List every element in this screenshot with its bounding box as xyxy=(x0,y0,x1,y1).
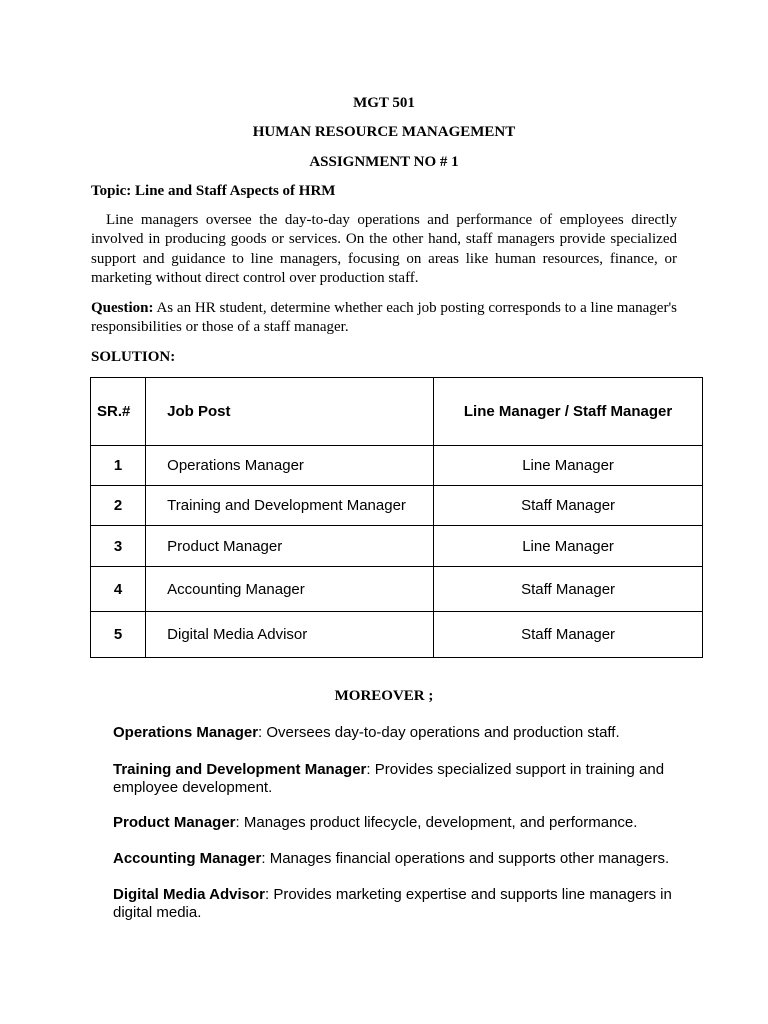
intro-text: Line managers oversee the day-to-day operations and performance of employees directly involved in producing goods or services. On the other hand, staff managers provide specialized support and guidance to line managers, focusing on areas like human resources, finance, or marketing without direct control over production staff. xyxy=(91,212,678,286)
topic-heading: Topic: Line and Staff Aspects of HRM xyxy=(91,183,336,199)
note-term: Product Manager xyxy=(113,814,236,831)
table-row xyxy=(91,526,703,567)
note-desc: : Manages product lifecycle, development, and performance. xyxy=(235,814,638,831)
row-sr: 5 xyxy=(91,612,146,658)
course-code: MGT 501 xyxy=(353,95,415,111)
row-manager-type: Line Manager xyxy=(434,446,703,486)
row-sr: 1 xyxy=(91,446,146,486)
row-manager-type: Staff Manager xyxy=(434,567,703,612)
note-term: Operations Manager xyxy=(113,724,259,741)
note-item xyxy=(113,761,693,797)
row-job-post: Operations Manager xyxy=(146,446,434,486)
job-classification-table xyxy=(90,377,703,658)
row-sr: 4 xyxy=(91,567,146,612)
note-desc: : Oversees day-to-day operations and production staff. xyxy=(258,724,620,741)
intro-paragraph xyxy=(91,211,677,288)
row-sr: 3 xyxy=(91,526,146,567)
row-job-post: Accounting Manager xyxy=(146,567,434,612)
note-item xyxy=(113,724,693,742)
note-desc: : Provides marketing expertise and supports line managers in digital media. xyxy=(113,886,672,921)
note-term: Accounting Manager xyxy=(113,850,262,867)
table-row xyxy=(91,486,703,526)
table-header-row xyxy=(91,378,703,446)
note-item xyxy=(113,850,693,868)
note-desc: : Manages financial operations and supports other managers. xyxy=(261,850,670,867)
note-item xyxy=(113,886,693,922)
row-sr: 2 xyxy=(91,486,146,526)
header-job-post: Job Post xyxy=(146,378,434,446)
solution-label: SOLUTION: xyxy=(91,349,176,365)
assignment-title: ASSIGNMENT NO # 1 xyxy=(309,154,459,170)
question-label: Question: xyxy=(91,300,154,316)
row-manager-type: Staff Manager xyxy=(434,486,703,526)
subject-title: HUMAN RESOURCE MANAGEMENT xyxy=(252,124,516,140)
header-sr: SR.# xyxy=(91,378,146,446)
table-row xyxy=(91,612,703,658)
row-job-post: Product Manager xyxy=(146,526,434,567)
row-job-post: Training and Development Manager xyxy=(146,486,434,526)
question-text: As an HR student, determine whether each job posting corresponds to a line manager's responsibilities or those of a staff manager. xyxy=(91,300,677,336)
note-term: Training and Development Manager xyxy=(113,761,367,778)
row-manager-type: Line Manager xyxy=(434,526,703,567)
question-paragraph xyxy=(91,299,677,338)
table-row xyxy=(91,567,703,612)
note-term: Digital Media Advisor xyxy=(113,886,265,903)
header-manager-type: Line Manager / Staff Manager xyxy=(434,378,703,446)
table-row xyxy=(91,446,703,486)
row-manager-type: Staff Manager xyxy=(434,612,703,658)
note-item xyxy=(113,814,693,832)
row-job-post: Digital Media Advisor xyxy=(146,612,434,658)
moreover-heading: MOREOVER ; xyxy=(334,688,434,704)
note-desc: : Provides specialized support in training and employee development. xyxy=(113,761,665,796)
